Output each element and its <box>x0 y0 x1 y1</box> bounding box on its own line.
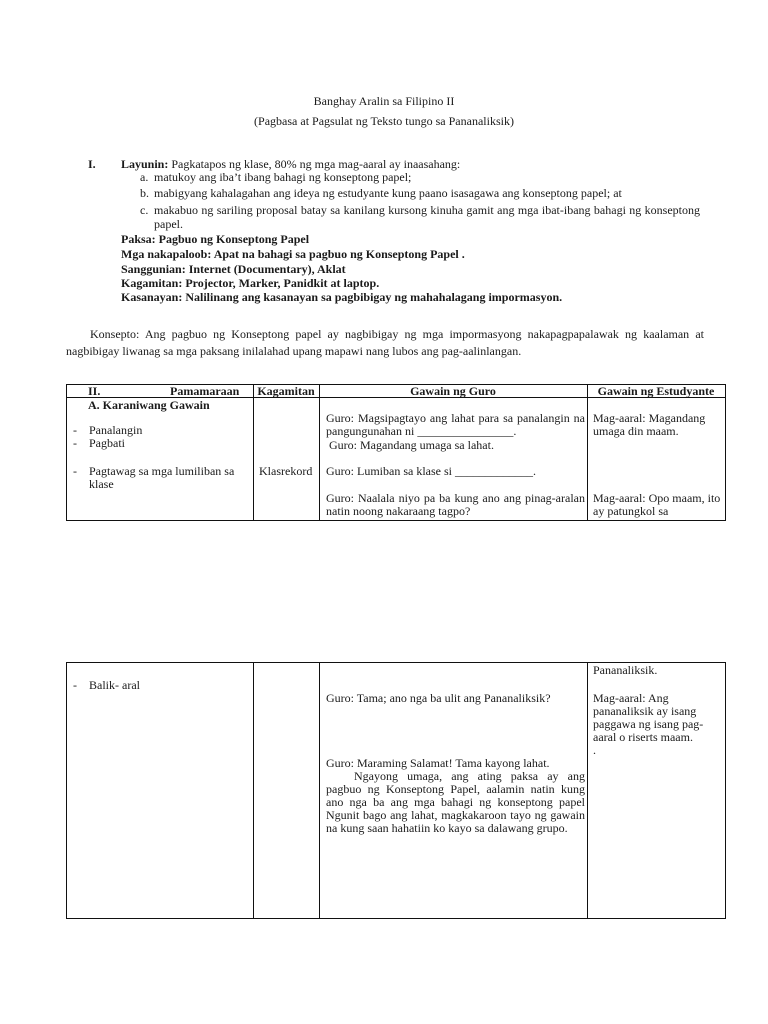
table2-border <box>587 662 588 919</box>
table1-border <box>725 384 726 521</box>
kagamitan-line: Kagamitan: Projector, Marker, Panidkit at laptop. <box>121 276 380 290</box>
estudyante-text: Mag-aaral: Opo maam, ito ay patungkol sa <box>593 491 721 518</box>
guro-text: Guro: Tama; ano nga ba ulit ang Pananaliksik? <box>326 691 551 705</box>
list-dash: - <box>73 678 77 692</box>
paksa-line: Paksa: Pagbuo ng Konseptong Papel <box>121 232 310 246</box>
objective-c <box>140 203 700 231</box>
list-item: Balik- aral <box>89 678 140 692</box>
list-item: Pagbati <box>89 436 125 450</box>
guro-text: Ngayong umaga, ang ating paksa ay ang pagbuo ng Konseptong Papel, aalamin natin kung ano nga ba ang mga bahagi ng konseptong papel Ngunit bago ang lahat, magkakaroon tayo ng gawain na kung saan hahatiin ko kayo sa dalawang grupo. <box>326 769 585 835</box>
guro-text: Guro: Maraming Salamat! Tama kayong lahat. <box>326 756 550 770</box>
guro-text: Guro: Lumiban sa klase si _____________. <box>326 464 536 478</box>
table1-border <box>66 520 726 521</box>
header-numeral: II. <box>88 384 101 398</box>
estudyante-text: Mag-aaral: Ang pananaliksik ay isang paggawa ng isang pag-aaral o riserts maam. <box>593 691 704 744</box>
header-gawain-estudyante: Gawain ng Estudyante <box>597 384 715 398</box>
header-gawain-guro: Gawain ng Guro <box>410 384 496 398</box>
kasanayan-line: Kasanayan: Nalilinang ang kasanayan sa pagbibigay ng mahahalagang impormasyon. <box>121 290 563 304</box>
table2-border <box>66 662 67 919</box>
table2-border <box>66 918 726 919</box>
guro-text: Guro: Magandang umaga sa lahat. <box>326 438 494 452</box>
konsepto-paragraph: Konsepto: Ang pagbuo ng Konseptong papel ay nagbibigay ng mga impormasyong nakapagpapalawak ng kaalaman at nagbibigay liwanag sa mga paksang inilalahad upang mapawi nang lubos ang pag-aalinlangan. <box>66 327 704 358</box>
header-kagamitan: Kagamitan <box>257 384 315 398</box>
subheader-karaniwang-gawain: A. Karaniwang Gawain <box>88 398 210 412</box>
list-item: Panalangin <box>89 423 143 437</box>
document-title: Banghay Aralin sa Filipino II <box>313 94 455 108</box>
objective-text: makabuo ng sariling proposal batay sa kanilang kursong kinuha gamit ang mga ibat-ibang bahagi ng konseptong papel. <box>154 203 700 231</box>
list-item: Pagtawag sa mga lumiliban sa klase <box>89 464 235 491</box>
table1-border <box>253 384 254 521</box>
header-pamamaraan: Pamamaraan <box>170 384 240 398</box>
estudyante-text: . <box>593 743 596 757</box>
guro-text: Guro: Magsipagtayo ang lahat para sa panalangin na pangungunahan ni ________________. <box>326 411 585 438</box>
guro-text: Guro: Naalala niyo pa ba kung ano ang pinag-aralan natin noong nakaraang tagpo? <box>326 491 585 518</box>
document-subtitle: (Pagbasa at Pagsulat ng Teksto tungo sa Pananaliksik) <box>254 114 514 128</box>
objective-letter: c. <box>140 203 149 217</box>
table1-border <box>66 384 67 521</box>
section-numeral: I. <box>88 157 96 171</box>
estudyante-text: Pananaliksik. <box>593 663 658 677</box>
table2-border <box>725 662 726 919</box>
objective-letter: a. <box>140 170 149 184</box>
objective-letter: b. <box>140 186 149 200</box>
table2-border <box>319 662 320 919</box>
nakapaloob-line: Mga nakapaloob: Apat na bahagi sa pagbuo ng Konseptong Papel . <box>121 247 465 261</box>
list-dash: - <box>73 423 77 437</box>
table2-border <box>253 662 254 919</box>
layunin-label: Layunin: <box>121 157 169 171</box>
kagamitan-item: Klasrekord <box>259 464 313 478</box>
sanggunian-line: Sanggunian: Internet (Documentary), Aklat <box>121 262 346 276</box>
objective-text: mabigyang kahalagahan ang ideya ng estudyante kung paano isasagawa ang konseptong papel; at <box>154 186 622 200</box>
table1-border <box>319 384 320 521</box>
table1-border <box>587 384 588 521</box>
list-dash: - <box>73 436 77 450</box>
layunin-text: Pagkatapos ng klase, 80% ng mga mag-aaral ay inaasahang: <box>168 157 461 171</box>
list-dash: - <box>73 464 77 478</box>
objective-text: matukoy ang iba’t ibang bahagi ng konseptong papel; <box>154 170 412 184</box>
estudyante-text: Mag-aaral: Magandang umaga din maam. <box>593 411 706 438</box>
